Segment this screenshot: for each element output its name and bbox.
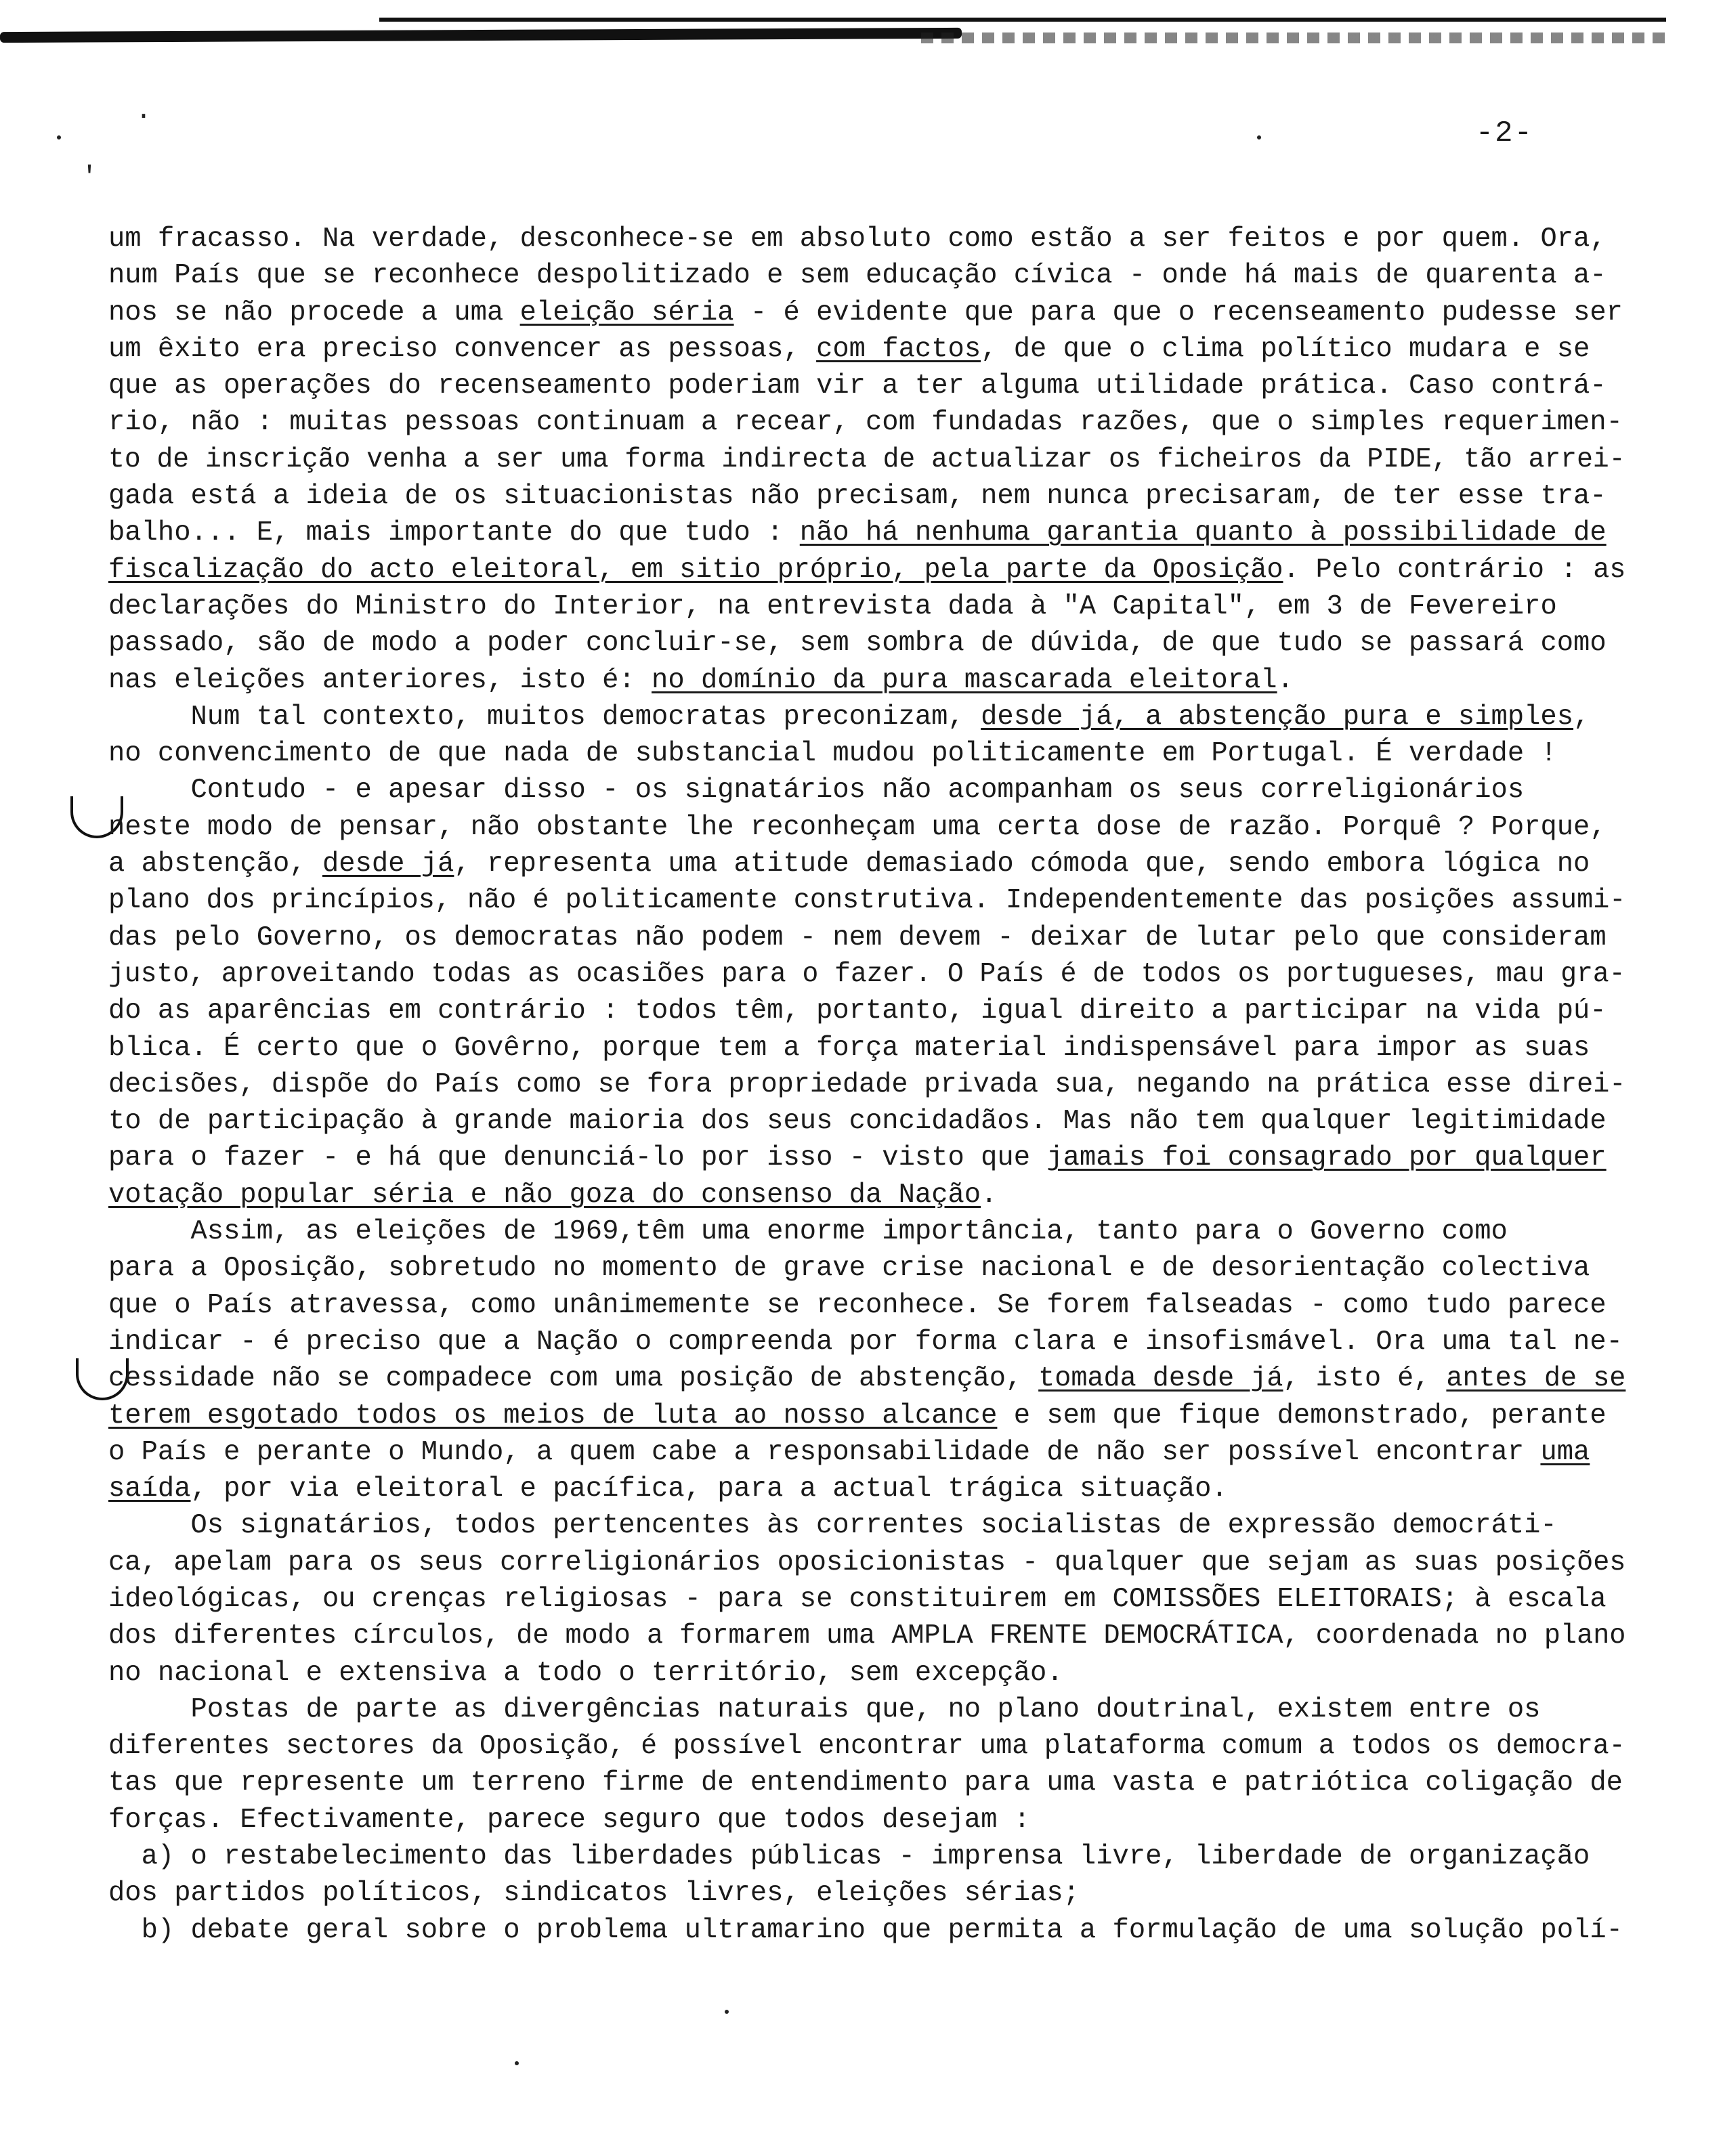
top-scan-rule bbox=[0, 28, 962, 43]
text-segment: nas eleições anteriores, isto é: bbox=[108, 664, 652, 696]
text-line bbox=[108, 625, 1625, 662]
text-line bbox=[108, 1213, 1625, 1250]
margin-mark: ' bbox=[81, 163, 98, 193]
scan-speck bbox=[1257, 135, 1261, 139]
scan-speck bbox=[57, 135, 61, 139]
text-segment: que o País atravessa, como unânimemente se reconhece. Se forem falseadas - como tudo parece bbox=[108, 1289, 1607, 1321]
margin-mark: · bbox=[135, 102, 152, 132]
text-segment: Num tal contexto, muitos democratas preconizam, bbox=[190, 701, 981, 733]
text-segment: no convencimento de que nada de substancial mudou politicamente em Portugal. É verdade ! bbox=[108, 738, 1557, 770]
underlined-text: antes de se bbox=[1446, 1363, 1626, 1395]
text-segment: , de que o clima político mudara e se bbox=[981, 333, 1590, 365]
text-line bbox=[108, 441, 1625, 478]
text-line bbox=[108, 1545, 1626, 1581]
text-line bbox=[108, 331, 1625, 368]
underlined-text: saída bbox=[108, 1473, 191, 1505]
text-line bbox=[108, 1765, 1625, 1801]
text-line bbox=[108, 1912, 1625, 1949]
text-segment: um fracasso. Na verdade, desconhece-se em absoluto como estão a ser feitos e por quem. Ora, bbox=[108, 223, 1607, 255]
text-segment: . Pelo contrário : as bbox=[1283, 554, 1626, 586]
text-segment: a abstenção, bbox=[108, 848, 322, 880]
text-segment: diferentes sectores da Oposição, é possível encontrar uma plataforma comum a todos os democra- bbox=[108, 1731, 1625, 1763]
text-segment: forças. Efectivamente, parece seguro que todos desejam : bbox=[108, 1804, 1031, 1836]
underlined-text: não há nenhuma garantia quanto à possibilidade de bbox=[799, 517, 1607, 549]
underlined-text: eleição séria bbox=[519, 297, 734, 328]
text-line bbox=[108, 882, 1626, 919]
text-line bbox=[108, 1103, 1625, 1140]
underlined-text: no domínio da pura mascarada eleitoral bbox=[652, 664, 1277, 696]
text-line bbox=[108, 515, 1625, 551]
text-line bbox=[108, 295, 1625, 331]
text-line bbox=[108, 1728, 1625, 1765]
text-line bbox=[108, 1838, 1625, 1875]
text-segment: blica. É certo que o Govêrno, porque tem a força material indispensável para impor as suas bbox=[108, 1032, 1590, 1064]
text-segment: to de participação à grande maioria dos seus concidadãos. Mas não tem qualquer legitimidade bbox=[108, 1106, 1607, 1138]
text-segment: , bbox=[1573, 701, 1590, 733]
text-line bbox=[108, 735, 1625, 772]
scan-speck bbox=[515, 2061, 519, 2065]
text-segment: um êxito era preciso convencer as pessoas, bbox=[108, 333, 817, 365]
text-line bbox=[108, 1507, 1625, 1544]
text-line bbox=[108, 478, 1625, 515]
text-line bbox=[108, 1581, 1625, 1618]
text-segment: para a Oposição, sobretudo no momento de grave crise nacional e de desorientação colectiva bbox=[108, 1253, 1590, 1285]
text-segment: b) debate geral sobre o problema ultramarino que permita a formulação de uma solução polí- bbox=[141, 1914, 1623, 1946]
text-segment: dos partidos políticos, sindicatos livres, eleições sérias; bbox=[108, 1878, 1080, 1910]
underlined-text: votação popular séria e não goza do consenso da Nação bbox=[108, 1179, 981, 1211]
text-line bbox=[108, 1691, 1625, 1728]
underlined-text: jamais foi consagrado por qualquer bbox=[1046, 1142, 1607, 1174]
text-segment: das pelo Governo, os democratas não podem - nem devem - deixar de lutar pelo que consideram bbox=[108, 922, 1607, 953]
text-segment: to de inscrição venha a ser uma forma indirecta de actualizar os ficheiros da PIDE, tão arrei- bbox=[108, 444, 1625, 475]
text-segment: o País e perante o Mundo, a quem cabe a responsabilidade de não ser possível encontrar bbox=[108, 1436, 1541, 1468]
text-segment: dos diferentes círculos, de modo a formarem uma AMPLA FRENTE DEMOCRÁTICA, coordenada no plano bbox=[108, 1620, 1626, 1652]
underlined-text: desde já bbox=[322, 848, 454, 880]
text-segment: Postas de parte as divergências naturais que, no plano doutrinal, existem entre os bbox=[190, 1694, 1541, 1725]
document-body bbox=[108, 221, 1625, 1949]
text-segment: decisões, dispõe do País como se fora propriedade privada sua, negando na prática esse direi- bbox=[108, 1069, 1626, 1100]
text-segment: neste modo de pensar, não obstante lhe reconheçam uma certa dose de razão. Porquê ? Porque, bbox=[108, 811, 1607, 843]
text-segment: declarações do Ministro do Interior, na entrevista dada à "A Capital", em 3 de Fevereiro bbox=[108, 590, 1557, 622]
text-line bbox=[108, 1177, 1625, 1213]
text-line bbox=[108, 920, 1625, 956]
text-line bbox=[108, 1030, 1625, 1066]
text-segment: justo, aproveitando todas as ocasiões para o fazer. O País é de todos os portugueses, mau gra- bbox=[108, 958, 1625, 990]
text-segment: - é evidente que para que o recenseamento pudesse ser bbox=[733, 297, 1623, 328]
text-segment: gada está a ideia de os situacionistas não precisam, nem nunca precisaram, de ter esse tra- bbox=[108, 481, 1607, 513]
text-line bbox=[108, 1287, 1625, 1324]
text-line bbox=[108, 809, 1625, 846]
text-segment: a) o restabelecimento das liberdades públicas - imprensa livre, liberdade de organização bbox=[141, 1841, 1590, 1873]
text-line bbox=[108, 1471, 1625, 1507]
text-segment: Assim, as eleições de 1969,têm uma enorme importância, tanto para o Governo como bbox=[190, 1216, 1508, 1248]
underlined-text: tomada desde já bbox=[1038, 1363, 1283, 1395]
text-line bbox=[108, 368, 1625, 404]
text-segment: que as operações do recenseamento poderiam vir a ter alguma utilidade prática. Caso contrá- bbox=[108, 370, 1607, 402]
text-segment: . bbox=[1277, 664, 1294, 696]
text-line bbox=[108, 1360, 1626, 1397]
text-line bbox=[108, 1802, 1625, 1838]
text-line bbox=[108, 1618, 1626, 1654]
text-line bbox=[108, 993, 1625, 1029]
text-segment: rio, não : muitas pessoas continuam a recear, com fundadas razões, que o simples requerimen- bbox=[108, 407, 1623, 439]
text-segment: ideológicas, ou crenças religiosas - para se constituirem em COMISSÕES ELEITORAIS; à escala bbox=[108, 1583, 1607, 1615]
scan-speck bbox=[725, 2010, 729, 2014]
text-segment: e sem que fique demonstrado, perante bbox=[997, 1400, 1607, 1431]
text-line bbox=[108, 1875, 1625, 1912]
text-segment: indicar - é preciso que a Nação o compreenda por forma clara e insofismável. Ora uma tal ne- bbox=[108, 1326, 1623, 1358]
underlined-text: fiscalização do acto eleitoral, em sitio próprio, pela parte da Oposição bbox=[108, 554, 1283, 586]
text-line bbox=[108, 699, 1625, 735]
text-segment: , representa uma atitude demasiado cómoda que, sendo embora lógica no bbox=[454, 848, 1590, 880]
underlined-text: terem esgotado todos os meios de luta ao nosso alcance bbox=[108, 1400, 998, 1431]
text-line bbox=[108, 846, 1625, 882]
text-segment: passado, são de modo a poder concluir-se, sem sombra de dúvida, de que tudo se passará como bbox=[108, 628, 1607, 660]
text-segment: Contudo - e apesar disso - os signatários não acompanham os seus correligionários bbox=[190, 775, 1525, 806]
text-line bbox=[108, 552, 1626, 588]
text-line bbox=[108, 404, 1625, 441]
text-segment: ca, apelam para os seus correligionários oposicionistas - qualquer que sejam as suas posições bbox=[108, 1547, 1626, 1578]
text-line bbox=[108, 1655, 1625, 1691]
text-segment: do as aparências em contrário : todos têm, portanto, igual direito a participar na vida pú- bbox=[108, 995, 1607, 1027]
text-line bbox=[108, 956, 1625, 993]
text-segment: , por via eleitoral e pacífica, para a actual trágica situação. bbox=[190, 1473, 1228, 1505]
page-number: -2- bbox=[1475, 116, 1533, 150]
text-segment: Os signatários, todos pertencentes às correntes socialistas de expressão democráti- bbox=[190, 1510, 1557, 1542]
text-segment: cessidade não se compadece com uma posição de abstenção, bbox=[108, 1363, 1039, 1395]
text-segment: , isto é, bbox=[1283, 1363, 1447, 1395]
top-scan-rule bbox=[379, 18, 1666, 22]
top-scan-rule bbox=[921, 33, 1666, 43]
text-line bbox=[108, 257, 1625, 294]
text-line bbox=[108, 772, 1625, 808]
text-line bbox=[108, 1066, 1626, 1103]
text-segment: num País que se reconhece despolitizado e sem educação cívica - onde há mais de quarenta a- bbox=[108, 260, 1607, 292]
text-line bbox=[108, 1140, 1625, 1176]
underlined-text: com factos bbox=[816, 333, 981, 365]
text-segment: no nacional e extensiva a todo o território, sem excepção. bbox=[108, 1657, 1063, 1689]
text-line bbox=[108, 1324, 1625, 1360]
text-segment: nos se não procede a uma bbox=[108, 297, 520, 328]
text-segment: balho... E, mais importante do que tudo : bbox=[108, 517, 800, 549]
text-line bbox=[108, 1250, 1625, 1287]
text-segment: plano dos princípios, não é politicamente construtiva. Independentemente das posições assumi- bbox=[108, 885, 1626, 917]
underlined-text: desde já, a abstenção pura e simples bbox=[981, 701, 1574, 733]
text-segment: para o fazer - e há que denunciá-lo por isso - visto que bbox=[108, 1142, 1047, 1174]
text-line bbox=[108, 588, 1625, 625]
text-line bbox=[108, 1434, 1625, 1471]
text-segment: . bbox=[981, 1179, 998, 1211]
text-segment: tas que represente um terreno firme de entendimento para uma vasta e patriótica coligação de bbox=[108, 1767, 1623, 1799]
underlined-text: uma bbox=[1540, 1436, 1590, 1468]
text-line bbox=[108, 662, 1625, 699]
text-line bbox=[108, 221, 1625, 257]
text-line bbox=[108, 1398, 1625, 1434]
